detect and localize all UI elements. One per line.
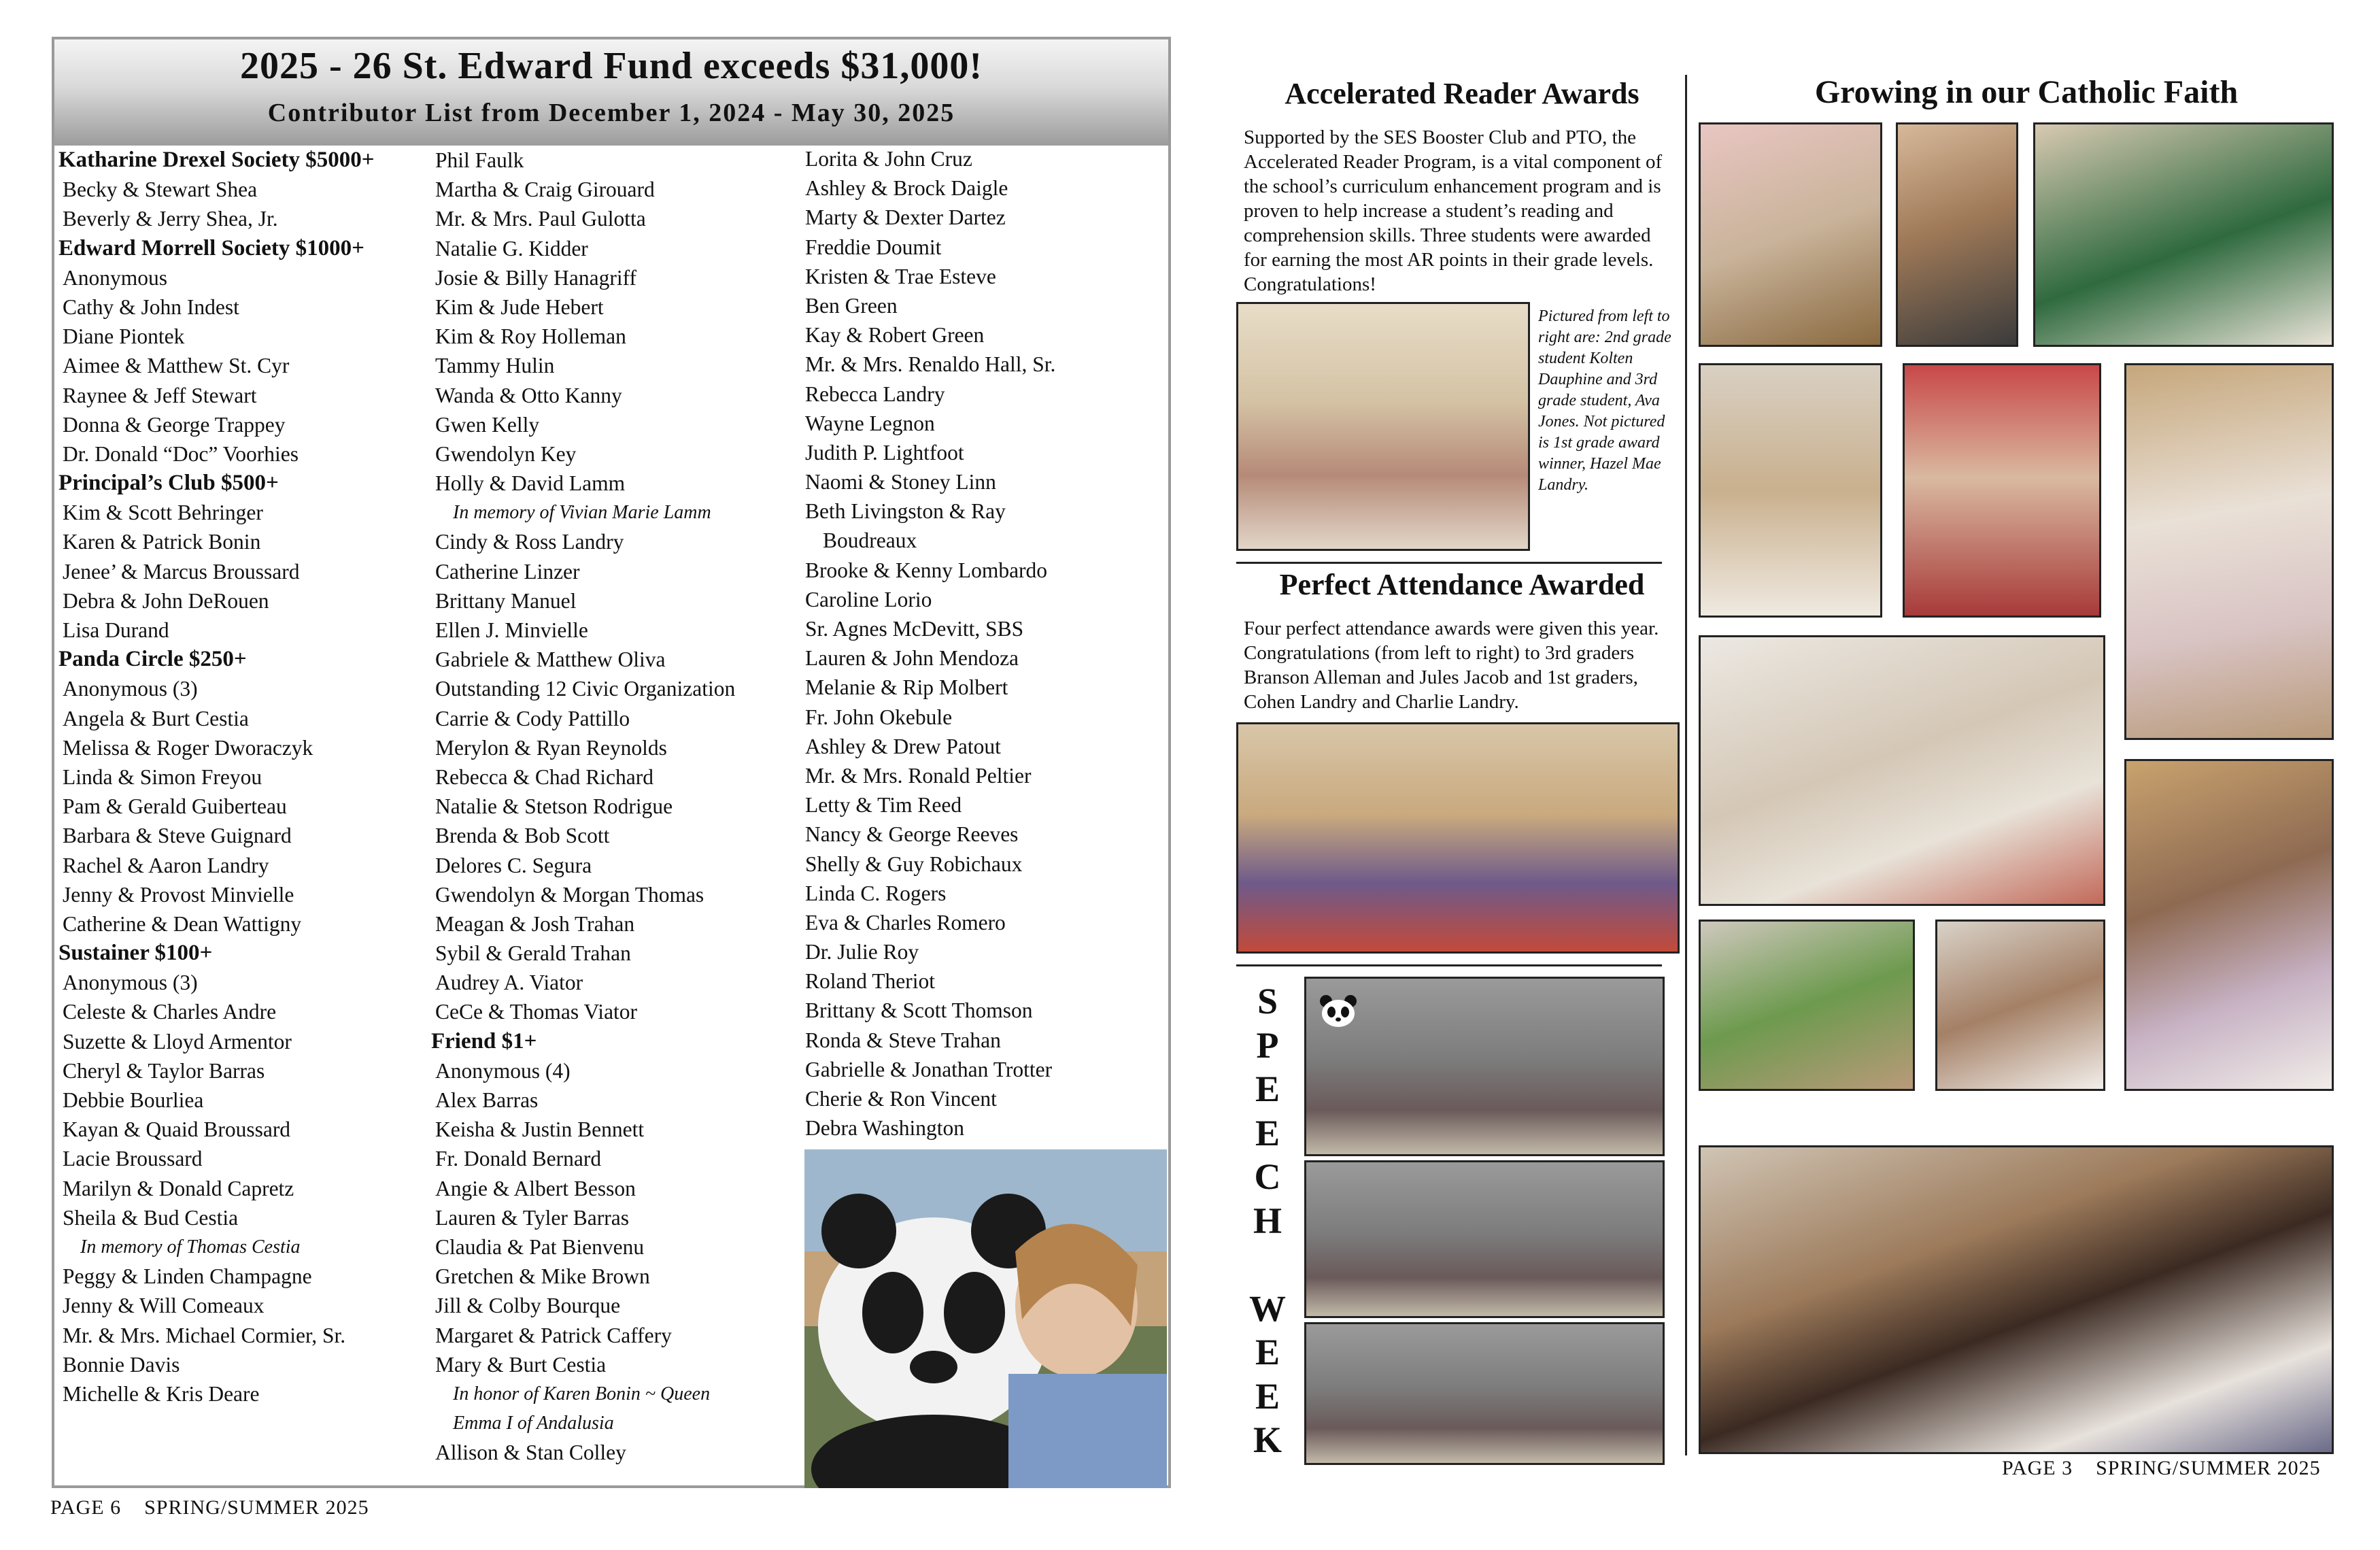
speech-week-letter: H — [1253, 1200, 1282, 1241]
contributor-name: Wanda & Otto Kanny — [435, 383, 622, 407]
panda-mascot-illustration — [804, 1149, 1167, 1488]
contributor-name: Merylon & Ryan Reynolds — [435, 735, 667, 760]
contributor-name: Natalie & Stetson Rodrigue — [435, 794, 673, 819]
contributor-column-2 — [431, 146, 735, 1467]
contributor-name: Martha & Craig Girouard — [435, 178, 655, 202]
fund-subtitle: Contributor List from December 1, 2024 - May 30, 2025 — [267, 99, 955, 127]
panda-icon — [1318, 994, 1359, 1028]
contributor-name: Peggy & Linden Champagne — [63, 1264, 312, 1289]
contributor-name: Bonnie Davis — [63, 1352, 180, 1377]
speech-week-letter: E — [1255, 1375, 1280, 1417]
contributor-name: Josie & Billy Hanagriff — [435, 265, 637, 290]
giving-level-heading: Friend $1+ — [431, 1028, 537, 1054]
speech-week-letter: W — [1249, 1287, 1286, 1329]
speech-week-letter: K — [1253, 1419, 1282, 1460]
contributor-name: Nancy & George Reeves — [805, 822, 1019, 847]
contributor-name: Claudia & Pat Bienvenu — [435, 1234, 645, 1259]
speech-week-letter: C — [1254, 1156, 1281, 1197]
contributor-name: Jenee’ & Marcus Broussard — [63, 559, 300, 584]
speech-week-letter: E — [1255, 1332, 1280, 1372]
contributor-name: Karen & Patrick Bonin — [63, 530, 261, 554]
contributor-name: Kim & Scott Behringer — [63, 501, 263, 525]
page-3-footer: PAGE 3 SPRING/SUMMER 2025 — [2002, 1457, 2321, 1479]
catholic-faith-title: Growing in our Catholic Faith — [1814, 74, 2239, 110]
contributor-name: Beverly & Jerry Shea, Jr. — [63, 207, 278, 231]
contributor-name: Anonymous (4) — [435, 1058, 571, 1083]
page-6-footer: PAGE 6 SPRING/SUMMER 2025 — [50, 1496, 369, 1519]
column-divider — [1685, 75, 1687, 1455]
contributor-name: Raynee & Jeff Stewart — [63, 383, 257, 407]
contributor-name: Shelly & Guy Robichaux — [805, 852, 1023, 876]
contributor-name: Dr. Julie Roy — [805, 940, 919, 964]
faith-photo-blessing — [2124, 759, 2334, 1091]
contributor-name: Caroline Lorio — [805, 587, 932, 611]
contributor-name: Celeste & Charles Andre — [63, 1000, 277, 1024]
contributor-name: Eva & Charles Romero — [805, 910, 1006, 934]
contributor-name: Mary & Burt Cestia — [435, 1352, 607, 1377]
contributor-name: Ronda & Steve Trahan — [805, 1028, 1001, 1052]
faith-photo-student-lector — [1935, 920, 2105, 1091]
contributor-name: Debra Washington — [805, 1116, 964, 1141]
contributor-name: Ben Green — [805, 293, 898, 318]
contributor-name: Kim & Roy Holleman — [435, 324, 626, 349]
speech-week-letter: S — [1257, 981, 1278, 1022]
contributor-name: Jenny & Provost Minvielle — [63, 882, 294, 907]
memorial-note: In honor of Karen Bonin ~ Queen — [453, 1383, 711, 1404]
contributor-name: Michelle & Kris Deare — [63, 1381, 260, 1406]
contributor-name: Jill & Colby Bourque — [435, 1294, 621, 1318]
contributor-name: Dr. Donald “Doc” Voorhies — [63, 441, 299, 466]
contributor-name: Lisa Durand — [63, 618, 169, 642]
speech-week-letter: P — [1256, 1024, 1279, 1066]
contributor-name: Margaret & Patrick Caffery — [435, 1323, 672, 1347]
contributor-name: Ashley & Brock Daigle — [805, 176, 1008, 201]
contributor-name: Wayne Legnon — [805, 411, 935, 435]
contributor-name: Ashley & Drew Patout — [805, 734, 1001, 758]
perfect-attendance-text: Four perfect attendance awards were given this year. Congratulations (from left to right) to 3rd graders Branson Alleman and Jules Jacob and 1st graders, Cohen Landry and Charlie Landry. — [1244, 618, 1659, 713]
contributor-name: Gabrielle & Jonathan Trotter — [805, 1057, 1053, 1081]
contributor-name: Kayan & Quaid Broussard — [63, 1117, 291, 1142]
contributor-name: Mr. & Mrs. Ronald Peltier — [805, 763, 1032, 788]
contributor-name: Marty & Dexter Dartez — [805, 205, 1006, 230]
accelerated-reader-photo — [1236, 302, 1530, 551]
contributor-name: Meagan & Josh Trahan — [435, 911, 635, 936]
contributor-name: Linda C. Rogers — [805, 881, 947, 905]
panda-mascot-photo — [804, 1149, 1167, 1488]
contributor-name: Cindy & Ross Landry — [435, 530, 624, 554]
contributor-name: Fr. Donald Bernard — [435, 1147, 602, 1171]
contributor-name: Keisha & Justin Bennett — [435, 1117, 645, 1142]
faith-photo-priest-green-vestment — [1699, 920, 1915, 1091]
contributor-name: Ellen J. Minvielle — [435, 618, 588, 642]
faith-photo-communion — [2124, 363, 2334, 740]
contributor-column-1 — [58, 146, 375, 1409]
contributor-name: Cheryl & Taylor Barras — [63, 1058, 265, 1083]
contributor-name: Phil Faulk — [435, 148, 524, 172]
accelerated-reader-title: Accelerated Reader Awards — [1285, 77, 1639, 110]
contributor-name: Audrey A. Viator — [435, 971, 583, 995]
giving-level-heading: Sustainer $100+ — [58, 941, 213, 966]
speech-week-letter: E — [1255, 1068, 1280, 1109]
memorial-note: In memory of Vivian Marie Lamm — [453, 502, 711, 524]
contributor-name: Becky & Stewart Shea — [63, 178, 258, 202]
faith-photo-priest-with-students — [2033, 122, 2334, 347]
faith-photo-bishop — [1699, 122, 1882, 347]
contributor-name: Melissa & Roger Dworaczyk — [63, 735, 313, 760]
contributor-name: Rebecca Landry — [805, 382, 945, 406]
fund-title: 2025 - 26 St. Edward Fund exceeds $31,000! — [239, 45, 983, 87]
contributor-name: Rebecca & Chad Richard — [435, 764, 653, 789]
contributor-name: Judith P. Lightfoot — [805, 440, 964, 465]
contributor-name: Angie & Albert Besson — [435, 1176, 636, 1200]
speech-week-photo-3 — [1304, 1322, 1665, 1465]
faith-photo-priest-praying — [1699, 635, 2105, 906]
contributor-name: Gwen Kelly — [435, 412, 540, 437]
contributor-name: Brittany & Scott Thomson — [805, 998, 1033, 1023]
contributor-name: Debra & John DeRouen — [63, 588, 269, 613]
section-rule — [1236, 964, 1662, 966]
contributor-name: Anonymous (3) — [63, 677, 198, 701]
contributor-name: Alex Barras — [435, 1088, 539, 1112]
contributor-name: Naomi & Stoney Linn — [805, 470, 996, 494]
contributor-name: Kim & Jude Hebert — [435, 294, 604, 319]
giving-level-heading: Panda Circle $250+ — [58, 647, 247, 672]
speech-week-letter — [1248, 1243, 1287, 1287]
speech-week-letter: E — [1255, 1112, 1280, 1153]
contributor-name: Catherine Linzer — [435, 559, 580, 584]
faith-photo-altar-server — [1896, 122, 2018, 347]
contributor-name: Angela & Burt Cestia — [63, 706, 249, 730]
giving-level-heading: Principal’s Club $500+ — [58, 471, 279, 496]
contributor-name: Freddie Doumit — [805, 235, 942, 259]
contributor-name: Brittany Manuel — [435, 588, 577, 613]
contributor-name: Melanie & Rip Molbert — [805, 675, 1008, 700]
contributor-name: Mr. & Mrs. Paul Gulotta — [435, 207, 646, 231]
contributor-name: Lacie Broussard — [63, 1147, 203, 1171]
contributor-name: Natalie G. Kidder — [435, 236, 588, 260]
section-rule — [1236, 562, 1662, 564]
contributor-name: Marilyn & Donald Capretz — [63, 1176, 294, 1200]
memorial-note: In memory of Thomas Cestia — [80, 1236, 301, 1258]
contributor-name: Mr. & Mrs. Renaldo Hall, Sr. — [805, 352, 1056, 377]
contributor-name: Sr. Agnes McDevitt, SBS — [805, 617, 1024, 641]
contributor-name: Gretchen & Mike Brown — [435, 1264, 650, 1289]
contributor-name: Fr. John Okebule — [805, 705, 953, 729]
contributor-name: Delores C. Segura — [435, 853, 592, 877]
contributor-name: Jenny & Will Comeaux — [63, 1294, 265, 1318]
contributor-name: Sybil & Gerald Trahan — [435, 941, 631, 966]
contributor-name: Outstanding 12 Civic Organization — [435, 677, 736, 701]
contributor-name: Kay & Robert Green — [805, 323, 985, 348]
giving-level-heading: Edward Morrell Society $1000+ — [58, 235, 364, 260]
contributor-name: Gabriele & Matthew Oliva — [435, 647, 666, 672]
contributor-name: Lorita & John Cruz — [805, 147, 972, 171]
memorial-note: Emma I of Andalusia — [453, 1413, 614, 1434]
contributor-name: Diane Piontek — [63, 324, 185, 349]
accelerated-reader-text: Supported by the SES Booster Club and PTO, the Accelerated Reader Program, is a vital component of the school’s curriculum enhancement program and is proven to help increase a student’s reading and comprehension skills. Three students were awarded for earning the most AR points in their grade levels. Congratulations! — [1244, 127, 1663, 295]
contributor-name: Holly & David Lamm — [435, 471, 626, 496]
contributor-name: Cherie & Ron Vincent — [805, 1087, 997, 1111]
faith-photo-baptism — [1699, 1145, 2334, 1454]
contributor-name: Aimee & Matthew St. Cyr — [63, 354, 290, 378]
contributor-name: Sheila & Bud Cestia — [63, 1205, 239, 1230]
contributor-name: Suzette & Lloyd Armentor — [63, 1029, 292, 1054]
contributor-name: CeCe & Thomas Viator — [435, 1000, 638, 1024]
accelerated-reader-caption: Pictured from left to right are: 2nd grade student Kolten Dauphine and 3rd grade student, Ava Jones. Not pictured is 1st grade award winner, Hazel Mae Landry. — [1538, 307, 1671, 494]
contributor-name: Lauren & Tyler Barras — [435, 1205, 629, 1230]
contributor-name: Lauren & John Mendoza — [805, 646, 1019, 671]
contributor-name: Tammy Hulin — [435, 354, 555, 378]
contributor-name: Kristen & Trae Esteve — [805, 264, 996, 288]
faith-photo-student-reader — [1699, 363, 1882, 618]
contributor-name: Allison & Stan Colley — [435, 1441, 626, 1465]
giving-level-heading: Katharine Drexel Society $5000+ — [58, 148, 375, 172]
contributor-name: Gwendolyn Key — [435, 441, 577, 466]
contributor-name: Boudreaux — [823, 528, 917, 553]
contributor-name: Barbara & Steve Guignard — [63, 824, 292, 848]
contributor-name: Brenda & Bob Scott — [435, 824, 610, 848]
contributor-name: Roland Theriot — [805, 969, 936, 994]
contributor-name: Anonymous — [63, 265, 168, 290]
contributor-name: Catherine & Dean Wattigny — [63, 911, 302, 936]
contributor-column-3 — [801, 144, 1055, 1143]
contributor-name: Letty & Tim Reed — [805, 793, 962, 818]
contributor-name: Pam & Gerald Guiberteau — [63, 794, 287, 819]
speech-week-photo-2 — [1304, 1160, 1665, 1318]
contributor-name: Beth Livingston & Ray — [805, 499, 1006, 524]
contributor-name: Gwendolyn & Morgan Thomas — [435, 882, 704, 907]
contributor-name: Mr. & Mrs. Michael Cormier, Sr. — [63, 1323, 346, 1347]
contributor-name: Linda & Simon Freyou — [63, 764, 262, 789]
contributor-name: Cathy & John Indest — [63, 294, 239, 319]
contributor-name: Carrie & Cody Pattillo — [435, 706, 630, 730]
contributor-name: Brooke & Kenny Lombardo — [805, 558, 1048, 582]
perfect-attendance-title: Perfect Attendance Awarded — [1279, 568, 1645, 601]
contributor-name: Debbie Bourliea — [63, 1088, 204, 1112]
contributor-name: Anonymous (3) — [63, 971, 198, 995]
contributor-name: Rachel & Aaron Landry — [63, 853, 269, 877]
contributor-name: Donna & George Trappey — [63, 412, 286, 437]
faith-photo-student-at-microphone — [1903, 363, 2101, 618]
perfect-attendance-photo — [1236, 722, 1680, 954]
speech-week-vertical-title — [1248, 979, 1287, 1462]
